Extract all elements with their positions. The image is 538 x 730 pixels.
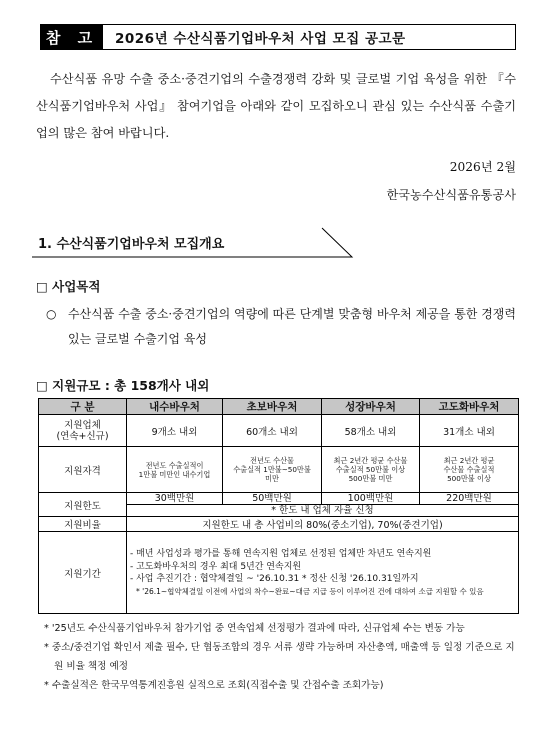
table-header-row: [39, 399, 519, 415]
row-label: 지원기간: [39, 532, 127, 614]
period-subnote: * '26.1~협약체결일 이전에 사업의 착수~완료~대금 지급 등이 이루어진 건에 대하여 소급 지원할 수 있음: [136, 586, 484, 596]
footnote: * 중소/중견기업 확인서 제출 필수, 단 협동조합의 경우 서류 생략 가능하며 자산총액, 매출액 등 일정 기준으로 지원 비율 책정 예정: [44, 642, 515, 672]
table-row: [39, 532, 519, 614]
table-cell: 58개소 내외: [322, 415, 420, 447]
table-cell: 최근 2년간 평균 수산물 수출실적 500만불 이상: [420, 447, 519, 493]
table-row: [39, 493, 519, 505]
row-label: 지원비율: [39, 517, 127, 532]
col-header: 구 분: [39, 399, 127, 415]
footnotes: [44, 619, 522, 695]
table-cell: 전년도 수산물 수출실적 1만불~50만불 미만: [223, 447, 322, 493]
table-cell: 9개소 내외: [127, 415, 223, 447]
row-label: 지원업체 (연속+신규): [39, 415, 127, 447]
table-cell: 100백만원: [322, 493, 420, 505]
table-cell: 전년도 수출실적이 1만불 미만인 내수기업: [127, 447, 223, 493]
table-cell: 30백만원: [127, 493, 223, 505]
row-label: 지원자격: [39, 447, 127, 493]
organization-name: 한국농수산식품유통공사: [386, 188, 516, 202]
table-row: [39, 517, 519, 532]
table-cell: 50백만원: [223, 493, 322, 505]
col-header: 고도화바우처: [420, 399, 519, 415]
table-cell: 220백만원: [420, 493, 519, 505]
period-line: - 매년 사업성과 평가를 통해 연속지원 업체로 선정된 업체만 차년도 연속지원: [130, 549, 432, 560]
period-cell: [127, 532, 519, 614]
scale-heading: □ 지원규모 : 총 158개사 내외: [36, 378, 210, 393]
footnote: * 수출실적은 한국무역통계진흥원 실적으로 조회(직접수출 및 간접수출 조회가능): [44, 680, 384, 691]
col-header: 내수바우처: [127, 399, 223, 415]
voucher-table: [38, 398, 519, 614]
section-title: 1. 수산식품기업바우처 모집개요: [38, 237, 225, 252]
table-cell: 60개소 내외: [223, 415, 322, 447]
notice-header: [40, 24, 516, 50]
row-label: 지원한도: [39, 493, 127, 517]
reference-tag: 참 고: [41, 25, 103, 49]
col-header: 성장바우처: [322, 399, 420, 415]
table-cell: 31개소 내외: [420, 415, 519, 447]
bullet-mark: ○: [46, 307, 57, 321]
period-line: - 사업 추진기간 : 협약체결일 ~ '26.10.31 * 정산 신청 '26.10.31일까지: [130, 574, 419, 585]
notice-date: 2026년 2월: [449, 160, 516, 174]
table-row: [39, 447, 519, 493]
footnote: * '25년도 수산식품기업바우처 참가기업 중 연속업체 선정평가 결과에 따라, 신규업체 수는 변동 가능: [44, 623, 465, 634]
table-cell: 최근 2년간 평균 수산물 수출실적 50만불 이상 500만불 미만: [322, 447, 420, 493]
notice-title: 2026년 수산식품기업바우처 사업 모집 공고문: [115, 31, 406, 47]
col-header: 초보바우처: [223, 399, 322, 415]
purpose-heading: □ 사업목적: [36, 279, 101, 294]
limit-note: * 한도 내 업체 자율 신청: [127, 505, 519, 517]
purpose-text: 수산식품 수출 중소·중견기업의 역량에 따른 단계별 맞춤형 바우처 제공을 통한 경쟁력 있는 글로벌 수출기업 육성: [68, 307, 516, 346]
ratio-cell: 지원한도 내 총 사업비의 80%(중소기업), 70%(중견기업): [127, 517, 519, 532]
period-line: - 고도화바우처의 경우 최대 5년간 연속지원: [130, 561, 302, 572]
table-row: [39, 415, 519, 447]
purpose-bullet: [46, 302, 516, 352]
intro-paragraph: 수산식품 유망 수출 중소·중견기업의 수출경쟁력 강화 및 글로벌 기업 육성을 위한 『수산식품기업바우처 사업』 참여기업을 아래와 같이 모집하오니 관심 있는 수산식품 수출기업의 많은 참여 바랍니다.: [36, 72, 516, 140]
